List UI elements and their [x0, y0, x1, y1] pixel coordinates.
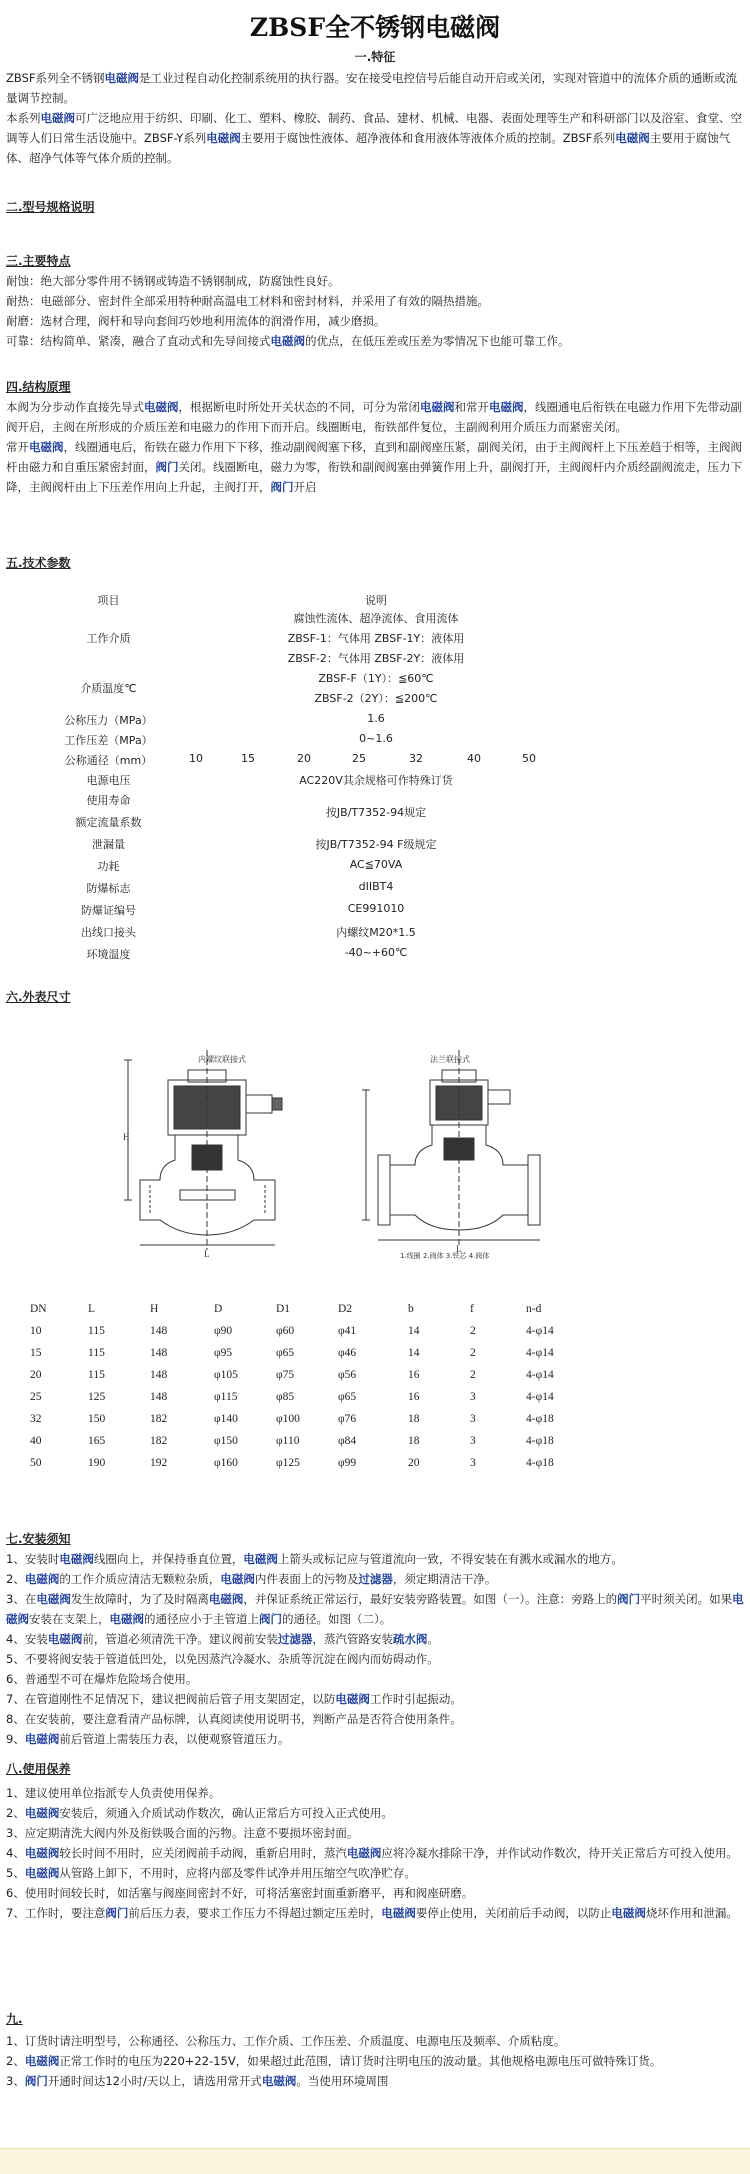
table-cell: 125: [88, 1391, 106, 1403]
text-segment: 可靠：结构简单、紧凑，融合了直动式和先导间接式: [6, 334, 271, 348]
table-row: [6, 1320, 606, 1342]
spec-row-work-pressure: 工作压差（MPa） 0~1.6: [64, 732, 393, 747]
spec-medium-label: 工作介质: [86, 632, 131, 645]
table-cell: 4-φ14: [526, 1347, 554, 1359]
highlighted-term: 阀门: [259, 1612, 282, 1626]
table-cell: 14: [408, 1347, 420, 1359]
text-segment: 正常工作时的电压为220+22-15V，如果超过此范围，请订货时注明电压的波动量。其他规格电源电压可做特殊订货。: [59, 2054, 662, 2068]
highlighted-term: 阀门: [617, 1592, 641, 1606]
list-item: [6, 1823, 744, 1843]
highlighted-term: 电磁阀: [335, 1692, 370, 1706]
section-4-heading: 四.结构原理: [6, 380, 71, 394]
text-segment: 要停止使用，关闭前后手动阀，以防止: [415, 1906, 612, 1920]
spec-row-ex-mark: 防爆标志 dIIBT4: [86, 880, 394, 895]
text-segment: 开通时间达12小时/天以上，请选用常开式: [47, 2074, 262, 2088]
text-segment: ，须定期清洁干净。: [392, 1572, 497, 1586]
list-item: [6, 1883, 744, 1903]
table-cell: 4-φ18: [526, 1457, 554, 1469]
table-cell: φ110: [276, 1435, 300, 1447]
section-4: [6, 378, 744, 497]
text-segment: ，线圈通电后衔铁在电磁力作用下先带动副阀开启，主阀在所形成的介质压差和电磁力的作用下而开启。线圈断电，衔铁部件复位，主副阀利用介质压力而紧密关闭。: [6, 400, 742, 434]
list-item: [6, 311, 744, 331]
table-cell: 32: [30, 1413, 42, 1425]
applications-paragraph: [6, 108, 744, 168]
table-cell: 148: [150, 1391, 168, 1403]
dimension-table: [6, 1298, 606, 1474]
fig2-caption: 法兰联接式: [430, 1055, 470, 1064]
flanged-valve-drawing: [360, 1050, 570, 1260]
spec-row-flow: 额定流量系数: [75, 816, 142, 829]
highlighted-term: 电磁阀: [489, 400, 524, 414]
text-segment: 1、安装时: [6, 1552, 60, 1566]
spec-row-nominal-diameter: 公称通径（mm） 10 15 20 25 32 40 50: [64, 752, 536, 767]
list-item: [6, 1903, 744, 1923]
table-cell: 25: [30, 1391, 42, 1403]
table-cell: φ125: [276, 1457, 300, 1469]
text-segment: 主要用于腐蚀气体、超净气体等气体介质的控制。: [6, 131, 731, 165]
highlighted-term: 电磁阀: [615, 131, 650, 145]
text-segment: 的通径。如图（二）。: [282, 1612, 392, 1626]
section-9: [6, 2010, 744, 2091]
table-cell: φ46: [338, 1347, 357, 1359]
list-item: [6, 2031, 744, 2051]
spec-row-leakage: 泄漏量 按JB/T7352-94 F级规定: [92, 838, 437, 851]
text-segment: 较长时间不用时，应关闭阀前手动阀，重新启用时，蒸汽: [59, 1846, 347, 1860]
list-item: [6, 271, 744, 291]
list-item: [6, 331, 744, 351]
text-segment: 烧坏作用和泄漏。: [645, 1906, 738, 1920]
highlighted-term: 电磁阀: [261, 2074, 297, 2088]
highlighted-term: 电磁阀: [208, 1592, 244, 1606]
highlighted-term: 电磁阀: [243, 1552, 278, 1566]
text-segment: 耐蚀：绝大部分零件用不锈钢或铸造不锈钢制成，防腐蚀性良好。: [6, 274, 340, 288]
highlighted-term: 阀门: [270, 480, 294, 494]
list-item: [6, 1569, 744, 1589]
text-segment: 本系列: [6, 111, 41, 125]
text-segment: 1、建议使用单位指派专人负责使用保养。: [6, 1786, 221, 1800]
text-segment: 的通径应小于主管道上: [144, 1612, 259, 1626]
table-cell: 4-φ18: [526, 1413, 554, 1425]
table-cell: 3: [470, 1413, 476, 1425]
text-segment: 4、安装: [6, 1632, 48, 1646]
spec-col-desc: 说明: [365, 594, 387, 607]
list-item: [6, 1669, 744, 1689]
text-segment: 和常开: [454, 400, 489, 414]
section-3-heading: 三.主要特点: [6, 254, 71, 268]
highlighted-term: 电磁阀: [381, 1906, 416, 1920]
text-segment: 内件表面上的污物及: [254, 1572, 359, 1586]
table-cell: 3: [470, 1391, 476, 1403]
table-cell: φ160: [214, 1457, 238, 1469]
text-segment: 5、不要将阀安装于管道低凹处，以免因蒸汽冷凝水、杂质等沉淀在阀内而妨碍动作。: [6, 1652, 439, 1666]
table-cell: 3: [470, 1435, 476, 1447]
highlighted-term: 电磁阀: [24, 1806, 60, 1820]
text-segment: 发生故障时，为了及时隔离: [70, 1592, 209, 1606]
text-segment: ，并保证系统正常运行，最好安装旁路装置。如图（一）。注意：旁路上的: [243, 1592, 618, 1606]
section-2-heading: 二.型号规格说明: [6, 200, 95, 214]
text-segment: 2、: [6, 1572, 25, 1586]
table-cell: 16: [408, 1369, 420, 1381]
table-cell: 18: [408, 1413, 420, 1425]
text-segment: 3、: [6, 2074, 25, 2088]
table-cell: φ65: [276, 1347, 295, 1359]
table-cell: 2: [470, 1347, 476, 1359]
principle-paragraph-1: [6, 397, 744, 437]
table-cell: 115: [88, 1369, 105, 1381]
list-item: [6, 1709, 744, 1729]
text-segment: 前后管道上需装压力表，以便观察管道压力。: [59, 1732, 290, 1746]
text-segment: 安装在支架上，: [29, 1612, 110, 1626]
spec-col-item: 项目: [97, 594, 120, 607]
ordering-notes-list: [6, 2031, 744, 2091]
table-cell: 192: [150, 1457, 168, 1469]
spec-header-row: [6, 592, 744, 610]
text-segment: 2、: [6, 1806, 25, 1820]
text-segment: 3、应定期清洗大阀内外及衔铁吸合面的污物。注意不要损坏密封面。: [6, 1826, 359, 1840]
highlighted-term: 电磁阀: [24, 1866, 60, 1880]
table-cell: φ60: [276, 1325, 295, 1337]
install-notes-list: [6, 1549, 744, 1749]
list-item: [6, 1589, 744, 1629]
table-cell: 10: [30, 1325, 42, 1337]
spec-row-life-flow-value: 按JB/T7352-94规定: [325, 806, 427, 819]
text-segment: 本阀为分步动作直接先导式: [6, 400, 144, 414]
table-cell: 2: [470, 1325, 476, 1337]
text-segment: ，根据断电时所处开关状态的不同，可分为常闭: [178, 400, 420, 414]
table-cell: 18: [408, 1435, 420, 1447]
table-cell: 16: [408, 1391, 420, 1403]
table-cell: 148: [150, 1325, 168, 1337]
spec-medium-line-2: ZBSF-1：气体用 ZBSF-1Y：液体用: [287, 632, 465, 645]
text-segment: 关闭。线圈断电，磁力为零，衔铁和副阀阀塞由弹簧作用上升，副阀打开，主阀阀杆内介质经副阀流走，压力下降，主阀阀杆由上下压差作用向上升起，主阀打开，: [6, 460, 742, 494]
highlighted-term: 电磁阀: [24, 1572, 60, 1586]
highlighted-term: 阀门: [24, 2074, 48, 2088]
spec-row-power: 功耗 AC≦70VA: [97, 858, 403, 873]
list-item: [6, 1649, 744, 1669]
highlighted-term: 电磁阀: [24, 1846, 60, 1860]
text-segment: 主要用于腐蚀性液体、超净液体和食用液体等液体介质的控制。ZBSF系列: [240, 131, 616, 145]
highlighted-term: 过滤器: [358, 1572, 393, 1586]
table-cell: φ65: [338, 1391, 357, 1403]
dimension-table-header: DN L H D D1 D2 b f n-d: [30, 1303, 542, 1315]
table-cell: 15: [30, 1347, 42, 1359]
page-title: ZBSF全不锈钢电磁阀: [249, 13, 501, 42]
highlighted-term: 过滤器: [277, 1632, 313, 1646]
text-segment: 9、: [6, 1732, 25, 1746]
table-cell: φ99: [338, 1457, 357, 1469]
section-6-heading: 六.外表尺寸: [6, 990, 71, 1004]
list-item: [6, 291, 744, 311]
text-segment: 常开: [6, 440, 29, 454]
text-segment: 安装后，须通入介质试动作数次，确认正常后方可投入正式使用。: [59, 1806, 393, 1820]
spec-table: [6, 592, 744, 992]
section-8-heading: 八.使用保养: [6, 1762, 71, 1776]
text-segment: 可广泛地应用于纺织、印刷、化工、塑料、橡胶、制药、食品、建材、机械、电器、表面处理等生产和科研部门以及浴室、食堂、空调等人们日常生活设施中。ZBSF-Y系列: [6, 111, 742, 145]
highlighted-term: 电磁阀: [206, 131, 241, 145]
highlighted-term: 电磁阀: [40, 111, 75, 125]
section-1-heading: 一.特征: [354, 50, 396, 64]
section-9-heading: 九.: [6, 2012, 23, 2026]
table-cell: 20: [408, 1457, 420, 1469]
list-item: [6, 1843, 744, 1863]
highlighted-term: 电磁阀: [47, 1632, 83, 1646]
table-cell: 40: [30, 1435, 42, 1447]
table-cell: φ115: [214, 1391, 238, 1403]
text-segment: ZBSF系列全不锈钢: [6, 71, 105, 85]
highlighted-term: 电磁阀: [346, 1846, 382, 1860]
table-cell: 148: [150, 1347, 168, 1359]
text-segment: 应将冷凝水排除干净，并作试动作数次，待开关正常后方可投入使用。: [381, 1846, 738, 1860]
text-segment: 开启: [293, 480, 317, 494]
list-item: [6, 1803, 744, 1823]
table-cell: 115: [88, 1347, 105, 1359]
text-segment: 8、在安装前，要注意看清产品标牌，认真阅读使用说明书，判断产品是否符合使用条件。: [6, 1712, 462, 1726]
text-segment: 7、在管道刚性不足情况下，建议把阀前后管子用支架固定，以防: [6, 1692, 336, 1706]
list-item: [6, 1783, 744, 1803]
highlighted-term: 电磁阀: [220, 1572, 255, 1586]
highlighted-term: 阀门: [105, 1906, 129, 1920]
text-segment: 线圈向上，并保持垂直位置，: [93, 1552, 244, 1566]
text-segment: 耐磨：选材合理，阀杆和导向套间巧妙地利用流体的润滑作用，减少磨损。: [6, 314, 386, 328]
text-segment: 前后压力表，要求工作压力不得超过额定压差时，: [128, 1906, 382, 1920]
text-segment: ，线圈通电后，衔铁在磁力作用下下移，推动副阀阀塞下移，直到和副阀座压紧，副阀关闭，由于主阀阀杆上下压差趋于相等，主阀阀杆由磁力和自重压紧密封面，: [6, 440, 742, 474]
spec-row-outlet: 出线口接头 内螺纹M20*1.5: [81, 926, 416, 939]
table-cell: 20: [30, 1369, 42, 1381]
list-item: [6, 1863, 744, 1883]
text-segment: 是工业过程自动化控制系统用的执行器。安在接受电控信号后能自动开启或关闭，实现对管道中的流体介质的通断或流量调节控制。: [6, 71, 737, 105]
table-cell: φ150: [214, 1435, 238, 1447]
table-cell: 148: [150, 1369, 168, 1381]
highlighted-term: 疏水阀: [392, 1632, 428, 1646]
table-row: [6, 1452, 606, 1474]
dimension-table-body: [6, 1320, 606, 1474]
table-cell: 4-φ14: [526, 1325, 554, 1337]
table-cell: 115: [88, 1325, 105, 1337]
text-segment: 5、: [6, 1866, 25, 1880]
table-cell: 4-φ14: [526, 1369, 554, 1381]
text-segment: 2、: [6, 2054, 25, 2068]
table-cell: 2: [470, 1369, 476, 1381]
section-3: [6, 252, 744, 351]
table-row: [6, 1386, 606, 1408]
fig1-caption: 内螺纹联接式: [198, 1055, 246, 1064]
text-segment: 耐热：电磁部分、密封件全部采用特种耐高温电工材料和密封材料，并采用了有效的隔热措施。: [6, 294, 489, 308]
table-cell: φ76: [338, 1413, 357, 1425]
table-cell: φ85: [276, 1391, 295, 1403]
threaded-valve-drawing: [120, 1050, 330, 1260]
text-segment: 6、使用时间较长时，如活塞与阀座间密封不好，可将活塞密封面重新磨平，再和阀座研磨。: [6, 1886, 474, 1900]
text-segment: 上箭头或标记应与管道流向一致，不得安装在有溅水或漏水的地方。: [277, 1552, 623, 1566]
highlighted-term: 阀门: [155, 460, 179, 474]
list-item: [6, 2051, 744, 2071]
fig2-legend: 1.线圈 2.阀体 3.铁芯 4.阀体: [400, 1252, 490, 1260]
table-cell: φ105: [214, 1369, 238, 1381]
table-row: [6, 1364, 606, 1386]
section-5-heading: 五.技术参数: [6, 556, 71, 570]
table-cell: φ84: [338, 1435, 357, 1447]
spec-medium-line-1: 腐蚀性流体、超净流体、食用流体: [293, 612, 459, 625]
highlighted-term: 电磁阀: [104, 71, 139, 85]
text-segment: 的工作介质应清洁无颗粒杂质，: [59, 1572, 221, 1586]
text-segment: 平时须关闭。如果: [640, 1592, 733, 1606]
section-8: [6, 1760, 744, 1923]
table-cell: φ75: [276, 1369, 295, 1381]
table-cell: 14: [408, 1325, 420, 1337]
text-segment: 。: [427, 1632, 439, 1646]
text-segment: 工作时引起振动。: [369, 1692, 462, 1706]
highlighted-term: 电磁阀: [24, 1732, 60, 1746]
table-cell: φ140: [214, 1413, 238, 1425]
section-7-heading: 七.安装须知: [6, 1532, 71, 1546]
spec-row-voltage: 电源电压 AC220V其余规格可作特殊订货: [86, 774, 453, 787]
table-cell: 190: [88, 1457, 106, 1469]
spec-row-pressure: 公称压力（MPa） 1.6: [64, 712, 385, 727]
list-item: [6, 1629, 744, 1649]
list-item: [6, 1689, 744, 1709]
highlighted-term: 电磁阀: [611, 1906, 646, 1920]
highlighted-term: 电磁阀: [6, 1592, 744, 1626]
text-segment: 6、普通型不可在爆炸危险场合使用。: [6, 1672, 198, 1686]
table-cell: φ100: [276, 1413, 300, 1425]
table-cell: φ41: [338, 1325, 357, 1337]
spec-temp-line-1: ZBSF-F（1Y）：≦60℃: [318, 672, 434, 685]
table-cell: 50: [30, 1457, 42, 1469]
text-segment: 。当使用环境周围: [296, 2074, 389, 2088]
highlighted-term: 电磁阀: [24, 2054, 60, 2068]
list-item: [6, 1729, 744, 1749]
highlighted-term: 电磁阀: [59, 1552, 94, 1566]
highlighted-term: 电磁阀: [144, 400, 179, 414]
table-cell: 3: [470, 1457, 476, 1469]
table-row: [6, 1408, 606, 1430]
intro-paragraph: [6, 68, 744, 108]
features-list: [6, 271, 744, 351]
dim-H-label: H: [123, 1132, 130, 1142]
section-1-body: [6, 68, 744, 168]
highlighted-term: 电磁阀: [109, 1612, 144, 1626]
table-cell: φ56: [338, 1369, 357, 1381]
text-segment: 前，管道必须清洗干净。建议阀前安装: [82, 1632, 278, 1646]
spec-temp-line-2: ZBSF-2（2Y）：≦200℃: [314, 692, 438, 705]
spec-row-life: 使用寿命: [86, 794, 131, 807]
text-segment: ，蒸汽管路安装: [312, 1632, 393, 1646]
text-segment: 从管路上卸下，不用时，应将内部及零件试净并用压缩空气吹净贮存。: [59, 1866, 416, 1880]
maintenance-list: [6, 1783, 744, 1923]
table-cell: 182: [150, 1413, 168, 1425]
text-segment: 1、订货时请注明型号，公称通径、公称压力、工作介质、工作压差、介质温度、电源电压及频率、介质粘度。: [6, 2034, 566, 2048]
table-cell: 150: [88, 1413, 106, 1425]
spec-row-ambient: 环境温度 -40~+60℃: [86, 946, 408, 961]
text-segment: 7、工作时，要注意: [6, 1906, 106, 1920]
section-7: [6, 1530, 744, 1749]
text-segment: 4、: [6, 1846, 25, 1860]
table-cell: 4-φ14: [526, 1391, 554, 1403]
table-cell: 4-φ18: [526, 1435, 554, 1447]
principle-paragraph-2: [6, 437, 744, 497]
highlighted-term: 电磁阀: [29, 440, 64, 454]
table-cell: 165: [88, 1435, 106, 1447]
spec-medium-line-3: ZBSF-2：气体用 ZBSF-2Y：液体用: [287, 652, 465, 665]
table-cell: 182: [150, 1435, 168, 1447]
highlighted-term: 电磁阀: [36, 1592, 71, 1606]
dim-L-label: L: [204, 1249, 210, 1259]
list-item: [6, 1549, 744, 1569]
text-segment: 3、在: [6, 1592, 37, 1606]
spec-temp-label: 介质温度℃: [80, 682, 137, 695]
page-bottom-band: [0, 2148, 750, 2174]
spec-row-ex-cert: 防爆证编号 CE991010: [81, 902, 405, 917]
fig2-dim-L-label: L: [456, 1244, 462, 1254]
table-row: [6, 1430, 606, 1452]
highlighted-term: 电磁阀: [420, 400, 455, 414]
list-item: [6, 2071, 744, 2091]
text-segment: 的优点，在低压差或压差为零情况下也能可靠工作。: [305, 334, 570, 348]
highlighted-term: 电磁阀: [270, 334, 305, 348]
table-row: [6, 1342, 606, 1364]
table-cell: φ90: [214, 1325, 233, 1337]
table-cell: φ95: [214, 1347, 233, 1359]
